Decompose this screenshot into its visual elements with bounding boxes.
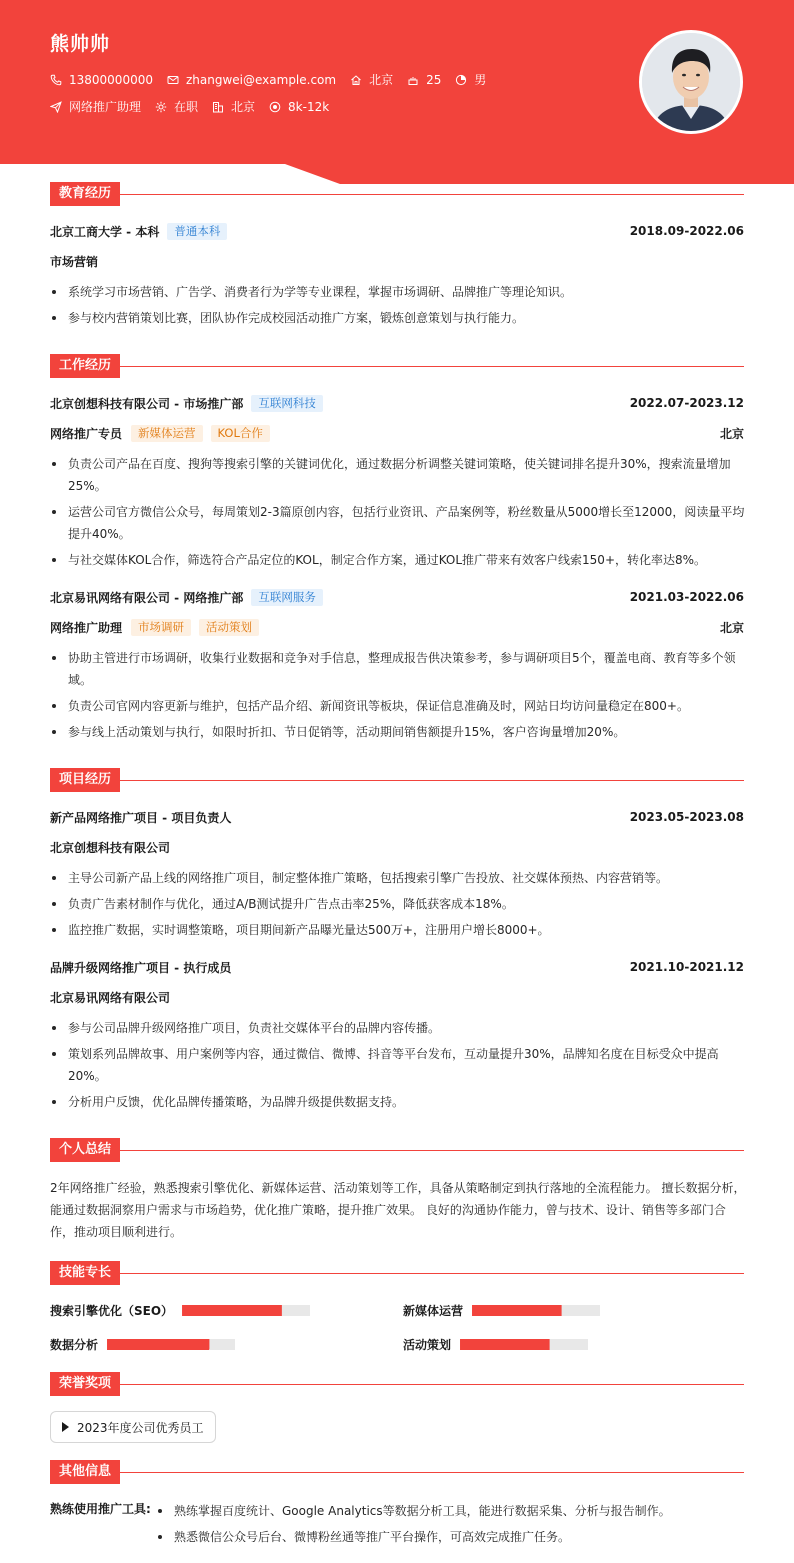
section-divider xyxy=(120,780,744,781)
list-item: 与社交媒体KOL合作，筛选符合产品定位的KOL，制定合作方案，通过KOL推广带来有效客户线索150+，转化率达8%。 xyxy=(50,549,750,571)
skill-level-bar xyxy=(460,1339,588,1350)
gender-item xyxy=(455,71,486,88)
section-divider xyxy=(120,366,744,367)
education-date: 2018.09-2022.06 xyxy=(629,224,744,238)
section-label: 项目经历 xyxy=(50,768,120,792)
skill-level-fill xyxy=(107,1339,209,1350)
skill-name: 活动策划 xyxy=(403,1338,452,1352)
target-city-item xyxy=(212,98,255,115)
job-role-row xyxy=(50,618,744,636)
status-item xyxy=(155,98,198,115)
salary-text: 8k-12k xyxy=(288,99,330,114)
project-date: 2023.05-2023.08 xyxy=(629,810,744,824)
gear-icon xyxy=(155,101,167,113)
skill-item xyxy=(50,1302,310,1319)
list-item: 参与公司品牌升级网络推广项目，负责社交媒体平台的品牌内容传播。 xyxy=(50,1017,750,1039)
skill-level-bar xyxy=(107,1339,235,1350)
job-bullets xyxy=(50,647,750,743)
project-company: 北京创想科技有限公司 xyxy=(50,840,171,855)
other-section-title xyxy=(50,1460,744,1484)
section-divider xyxy=(120,1273,744,1274)
list-item: 运营公司官方微信公众号，每周策划2-3篇原创内容，包括行业资讯、产品案例等，粉丝数量从5000增长至12000，阅读量平均提升40%。 xyxy=(50,501,750,545)
skill-tag: 活动策划 xyxy=(199,619,259,636)
skill-item xyxy=(403,1302,600,1319)
list-item: 协助主管进行市场调研，收集行业数据和竞争对手信息，整理成报告供决策参考，参与调研项目5个，覆盖电商、教育等多个领域。 xyxy=(50,647,750,691)
avatar-portrait-image xyxy=(642,33,740,131)
coin-icon xyxy=(269,101,281,113)
major-name: 市场营销 xyxy=(50,254,99,269)
contact-info-row xyxy=(50,71,500,88)
company-name: 北京创想科技有限公司 - 市场推广部 xyxy=(50,396,244,411)
list-item: 参与线上活动策划与执行，如限时折扣、节日促销等，活动期间销售额提升15%，客户咨询量增加20%。 xyxy=(50,721,750,743)
job-role-row xyxy=(50,424,744,442)
skill-tag: 市场调研 xyxy=(131,619,191,636)
status-text: 在职 xyxy=(174,100,199,114)
position-text: 网络推广助理 xyxy=(69,100,142,114)
education-major-row xyxy=(50,252,744,270)
section-divider xyxy=(120,1384,744,1385)
project-bullets xyxy=(50,867,750,941)
section-label: 工作经历 xyxy=(50,354,120,378)
phone-item xyxy=(50,73,153,87)
summary-section-title xyxy=(50,1138,744,1162)
industry-tag: 互联网科技 xyxy=(251,395,323,412)
list-item: 熟练掌握百度统计、Google Analytics等数据分析工具，能进行数据采集、分析与报告制作。 xyxy=(152,1498,752,1524)
section-label: 荣誉奖项 xyxy=(50,1372,120,1396)
target-city-text: 北京 xyxy=(231,100,256,114)
project-name: 品牌升级网络推广项目 - 执行成员 xyxy=(50,960,232,975)
work-section-title xyxy=(50,354,744,378)
send-icon xyxy=(50,101,62,113)
award-item xyxy=(50,1411,216,1443)
skill-level-bar xyxy=(472,1305,600,1316)
projects-section-title xyxy=(50,768,744,792)
section-divider xyxy=(120,1472,744,1473)
salary-item xyxy=(269,100,329,114)
job-role: 网络推广专员 xyxy=(50,426,123,441)
candidate-name: 熊帅帅 xyxy=(50,33,111,55)
email-item xyxy=(167,73,336,87)
other-info-list xyxy=(152,1498,752,1550)
skill-level-bar xyxy=(182,1305,310,1316)
list-item: 负责公司产品在百度、搜狗等搜索引擎的关键词优化，通过数据分析调整关键词策略，使关键词排名提升30%，搜索流量增加25%。 xyxy=(50,453,750,497)
job-company-row xyxy=(50,394,744,412)
list-item: 负责广告素材制作与优化，通过A/B测试提升广告点击率25%，降低获客成本18%。 xyxy=(50,893,750,915)
skill-name: 数据分析 xyxy=(50,1338,99,1352)
school-type-tag: 普通本科 xyxy=(167,223,227,240)
education-bullets xyxy=(50,281,750,329)
list-item: 负责公司官网内容更新与维护，包括产品介绍、新闻资讯等板块，保证信息准确及时，网站日均访问量稳定在800+。 xyxy=(50,695,750,717)
home-icon xyxy=(350,74,362,86)
skill-level-fill xyxy=(182,1305,282,1316)
list-item: 监控推广数据，实时调整策略，项目期间新产品曝光量达500万+，注册用户增长8000+。 xyxy=(50,919,750,941)
position-item xyxy=(50,98,141,115)
list-item: 分析用户反馈，优化品牌传播策略，为品牌升级提供数据支持。 xyxy=(50,1091,750,1113)
gender-icon xyxy=(455,74,467,86)
resume-header xyxy=(0,0,794,184)
location-text: 北京 xyxy=(369,73,394,87)
skill-level-fill xyxy=(472,1305,562,1316)
list-item: 参与校内营销策划比赛，团队协作完成校园活动推广方案，锻炼创意策划与执行能力。 xyxy=(50,307,750,329)
section-label: 教育经历 xyxy=(50,182,120,206)
project-title-row xyxy=(50,808,744,826)
job-city: 北京 xyxy=(719,620,744,635)
skill-item xyxy=(50,1336,235,1353)
project-company-row xyxy=(50,988,744,1006)
summary-text: 2年网络推广经验，熟悉搜索引擎优化、新媒体运营、活动策划等工作，具备从策略制定到执行落地的全流程能力。 擅长数据分析，能通过数据洞察用户需求与市场趋势，优化推广策略，提升推广效果。 良好的沟通协作能力，曾与技术、设计、销售等多部门合作，推动项目顺利进行。 xyxy=(50,1181,746,1239)
list-item: 系统学习市场营销、广告学、消费者行为学等专业课程，掌握市场调研、品牌推广等理论知识。 xyxy=(50,281,750,303)
job-city: 北京 xyxy=(719,426,744,441)
list-item: 策划系列品牌故事、用户案例等内容，通过微信、微博、抖音等平台发布，互动量提升30%，品牌知名度在目标受众中提高20%。 xyxy=(50,1043,750,1087)
project-company: 北京易讯网络有限公司 xyxy=(50,990,171,1005)
email-text: zhangwei@example.com xyxy=(185,72,337,87)
skill-name: 新媒体运营 xyxy=(403,1304,464,1318)
phone-text: 13800000000 xyxy=(69,72,153,87)
cake-icon xyxy=(407,74,419,86)
skill-level-fill xyxy=(460,1339,550,1350)
skill-tag: KOL合作 xyxy=(211,425,270,442)
project-company-row xyxy=(50,838,744,856)
triangle-right-icon xyxy=(62,1422,69,1432)
other-info-label: 熟练使用推广工具: xyxy=(50,1502,151,1516)
section-divider xyxy=(120,1150,744,1151)
company-name: 北京易讯网络有限公司 - 网络推广部 xyxy=(50,590,244,605)
project-title-row xyxy=(50,958,744,976)
skill-tag: 新媒体运营 xyxy=(131,425,203,442)
project-date: 2021.10-2021.12 xyxy=(629,960,744,974)
age-text: 25 xyxy=(426,72,442,87)
job-role: 网络推广助理 xyxy=(50,620,123,635)
job-date: 2021.03-2022.06 xyxy=(629,590,744,604)
award-text: 2023年度公司优秀员工 xyxy=(77,1420,204,1435)
section-label: 其他信息 xyxy=(50,1460,120,1484)
location-item xyxy=(350,71,393,88)
industry-tag: 互联网服务 xyxy=(251,589,323,606)
avatar xyxy=(639,30,743,134)
education-school-row xyxy=(50,222,744,240)
skills-section-title xyxy=(50,1261,744,1285)
project-bullets xyxy=(50,1017,750,1113)
building-icon xyxy=(212,101,224,113)
skill-item xyxy=(403,1336,588,1353)
gender-text: 男 xyxy=(474,73,487,87)
phone-icon xyxy=(50,74,62,86)
section-label: 个人总结 xyxy=(50,1138,120,1162)
mail-icon xyxy=(167,74,179,86)
list-item: 熟悉微信公众号后台、微博粉丝通等推广平台操作，可高效完成推广任务。 xyxy=(152,1524,752,1550)
project-name: 新产品网络推广项目 - 项目负责人 xyxy=(50,810,232,825)
skill-name: 搜索引擎优化（SEO） xyxy=(50,1304,174,1318)
awards-section-title xyxy=(50,1372,744,1396)
job-company-row xyxy=(50,588,744,606)
job-bullets xyxy=(50,453,750,571)
job-intent-row xyxy=(50,98,343,115)
section-divider xyxy=(120,194,744,195)
list-item: 主导公司新产品上线的网络推广项目，制定整体推广策略，包括搜索引擎广告投放、社交媒体预热、内容营销等。 xyxy=(50,867,750,889)
section-label: 技能专长 xyxy=(50,1261,120,1285)
job-date: 2022.07-2023.12 xyxy=(629,396,744,410)
school-name: 北京工商大学 - 本科 xyxy=(50,224,160,239)
age-item xyxy=(407,73,441,87)
education-section-title xyxy=(50,182,744,206)
